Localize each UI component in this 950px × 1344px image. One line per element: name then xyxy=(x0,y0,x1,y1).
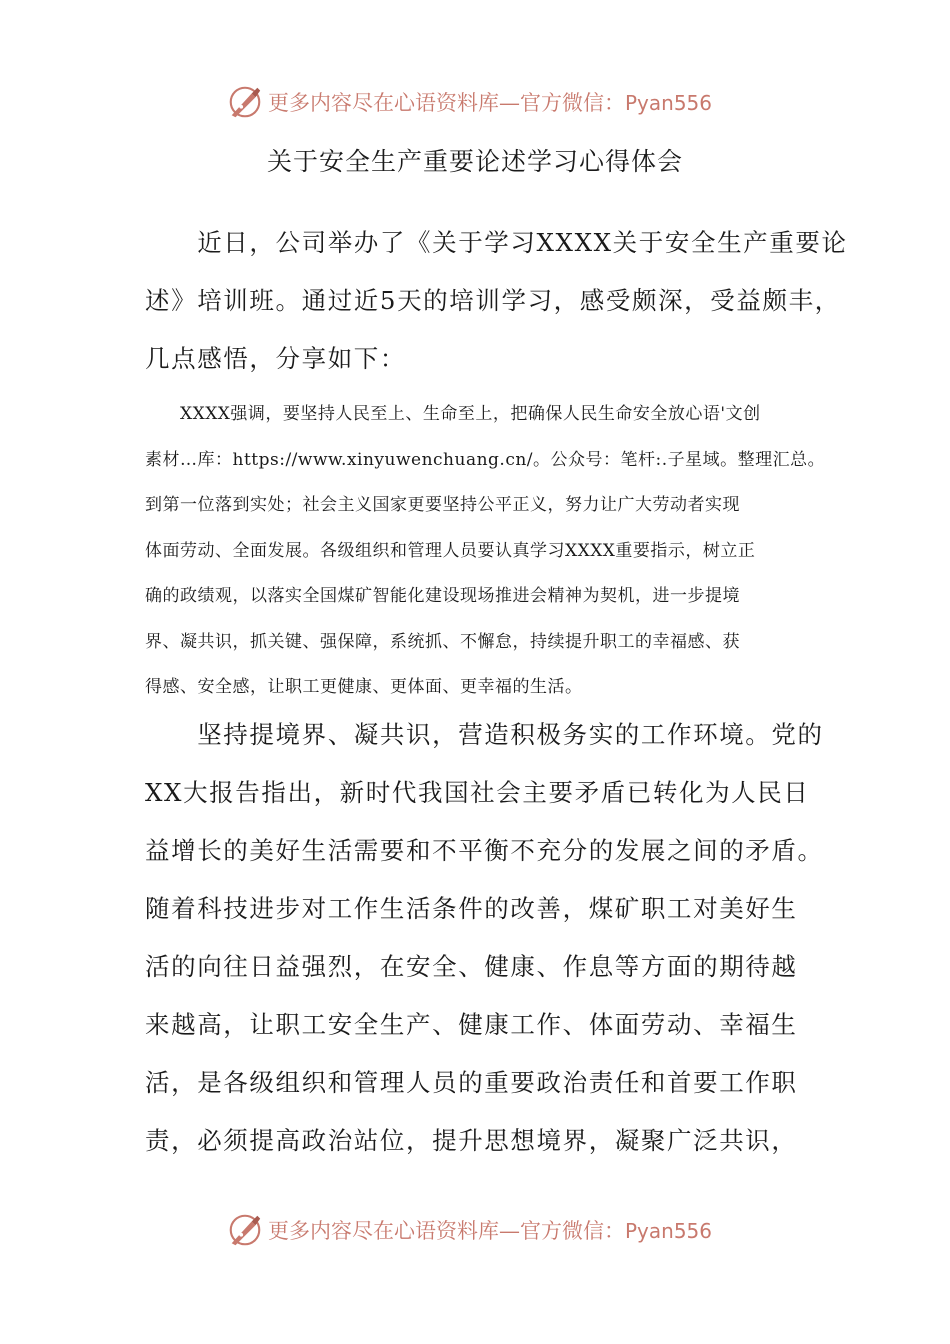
footer-watermark-banner xyxy=(226,1210,712,1250)
paragraph-body xyxy=(145,706,845,1170)
text-line: 益增长的美好生活需要和不平衡不充分的发展之间的矛盾。 xyxy=(145,836,824,865)
text-line: 随着科技进步对工作生活条件的改善，煤矿职工对美好生 xyxy=(145,894,798,923)
document-title: 关于安全生产重要论述学习心得体会 xyxy=(266,147,683,176)
paragraph-quote xyxy=(145,392,845,711)
text-line: 得感、安全感，让职工更健康、更体面、更幸福的生活。 xyxy=(145,677,583,697)
text-line: 活的向往日益强烈，在安全、健康、作息等方面的期待越 xyxy=(145,952,798,981)
pen-logo-icon xyxy=(226,1211,264,1249)
text-line: 近日，公司举办了《关于学习XXXX关于安全生产重要论 xyxy=(145,228,848,257)
text-line: XX大报告指出，新时代我国社会主要矛盾已转化为人民日 xyxy=(145,778,810,807)
text-line: 素材…库：https://www.xinyuwenchuang.cn/。公众号：笔杆:.子星域。整理汇总。 xyxy=(145,449,826,470)
paragraph-intro xyxy=(145,214,848,388)
wechat-id: Pyan556 xyxy=(625,91,713,115)
text-line: 责，必须提高政治站位，提升思想境界，凝聚广泛共识， xyxy=(145,1126,798,1155)
text-line: 来越高，让职工安全生产、健康工作、体面劳动、幸福生 xyxy=(145,1010,798,1039)
text-line: 述》培训班。通过近5天的培训学习，感受颇深，受益颇丰， xyxy=(145,286,841,315)
banner-text: 更多内容尽在心语资料库—官方微信：Pyan556 xyxy=(268,1219,713,1243)
text-line: 活，是各级组织和管理人员的重要政治责任和首要工作职 xyxy=(145,1068,798,1097)
text-line: 确的政绩观，以落实全国煤矿智能化建设现场推进会精神为契机，进一步提境 xyxy=(145,586,740,606)
text-line: 界、凝共识，抓关键、强保障，系统抓、不懈怠，持续提升职工的幸福感、获 xyxy=(145,631,740,652)
pen-logo-icon xyxy=(226,83,264,121)
wechat-id: Pyan556 xyxy=(625,1219,713,1243)
header-watermark-banner xyxy=(226,82,712,122)
text-line: 几点感悟，分享如下： xyxy=(145,344,406,373)
text-line: XXXX强调，要坚持人民至上、生命至上，把确保人民生命安全放心语'文创 xyxy=(145,404,761,424)
banner-text: 更多内容尽在心语资料库—官方微信：Pyan556 xyxy=(268,91,713,115)
text-line: 到第一位落到实处；社会主义国家更要坚持公平正义，努力让广大劳动者实现 xyxy=(145,495,740,515)
text-line: 体面劳动、全面发展。各级组织和管理人员要认真学习XXXX重要指示，树立正 xyxy=(145,540,756,561)
text-line: 坚持提境界、凝共识，营造积极务实的工作环境。党的 xyxy=(145,720,824,749)
